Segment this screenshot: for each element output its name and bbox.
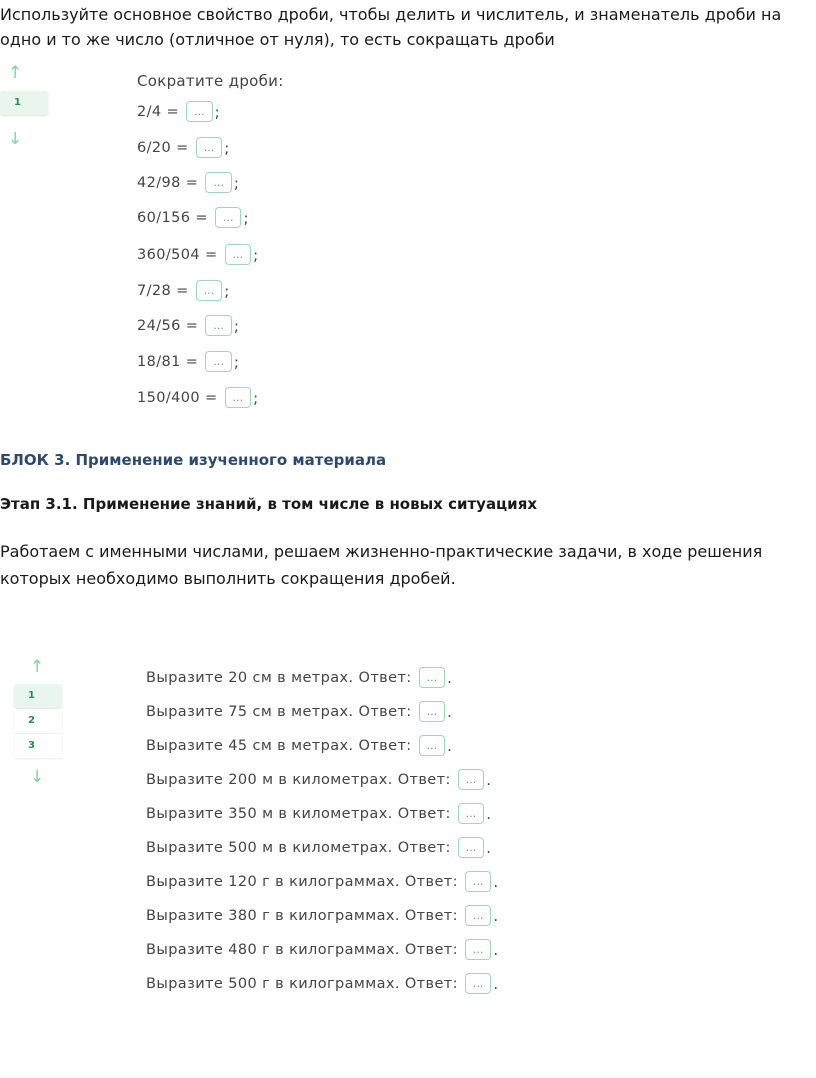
- answer-input[interactable]: ...: [458, 803, 485, 824]
- answer-input[interactable]: ...: [419, 701, 446, 722]
- fraction-row: [137, 101, 220, 122]
- question-row: [146, 803, 491, 824]
- row-terminator: ;: [253, 245, 259, 264]
- question-label: Выразите 45 см в метрах. Ответ:: [146, 737, 412, 754]
- arrow-down-icon[interactable]: ↓: [8, 129, 23, 149]
- question-label: Выразите 350 м в километрах. Ответ:: [146, 805, 451, 822]
- answer-input[interactable]: ...: [465, 939, 492, 960]
- question-row: [146, 701, 452, 722]
- fraction-row: [137, 351, 239, 372]
- fraction-row: [137, 387, 258, 408]
- row-terminator: ;: [224, 138, 230, 157]
- row-terminator: ;: [233, 316, 239, 335]
- question-label: Выразите 20 см в метрах. Ответ:: [146, 669, 412, 686]
- answer-input[interactable]: ...: [465, 905, 492, 926]
- fraction-label: 18/81 =: [137, 353, 199, 370]
- question-row: [146, 905, 498, 926]
- row-terminator: .: [493, 940, 499, 959]
- question-label: Выразите 75 см в метрах. Ответ:: [146, 703, 412, 720]
- question-label: Выразите 500 м в километрах. Ответ:: [146, 839, 451, 856]
- row-terminator: ;: [253, 388, 259, 407]
- answer-input[interactable]: ...: [205, 315, 232, 336]
- arrow-up-icon[interactable]: ↑: [30, 657, 45, 677]
- exercise2-nav-item-2[interactable]: 2: [14, 709, 62, 733]
- row-terminator: .: [493, 974, 499, 993]
- arrow-up-icon[interactable]: ↑: [8, 63, 23, 83]
- stage-title: Этап 3.1. Применение знаний, в том числе в новых ситуациях: [0, 495, 537, 513]
- fraction-label: 24/56 =: [137, 317, 199, 334]
- intro-text: Используйте основное свойство дроби, чтобы делить и числитель, и знаменатель дроби на одно и то же число (отличное от нуля), то есть сокращать дроби: [0, 5, 782, 49]
- answer-input[interactable]: ...: [458, 837, 485, 858]
- fraction-label: 60/156 =: [137, 209, 208, 226]
- question-label: Выразите 380 г в килограммах. Ответ:: [146, 907, 458, 924]
- exercise1-nav-item-1[interactable]: 1: [0, 91, 48, 115]
- answer-input[interactable]: ...: [196, 280, 223, 301]
- row-terminator: ;: [214, 102, 220, 121]
- question-label: Выразите 500 г в килограммах. Ответ:: [146, 975, 458, 992]
- exercise2-nav: [10, 656, 66, 796]
- question-label: Выразите 480 г в килограммах. Ответ:: [146, 941, 458, 958]
- fraction-row: [137, 207, 249, 228]
- fraction-label: 7/28 =: [137, 282, 189, 299]
- answer-input[interactable]: ...: [465, 871, 492, 892]
- row-terminator: .: [493, 872, 499, 891]
- question-row: [146, 871, 498, 892]
- exercise1-title: Сократите дроби:: [137, 72, 284, 90]
- answer-input[interactable]: ...: [419, 667, 446, 688]
- fraction-label: 150/400 =: [137, 389, 218, 406]
- row-terminator: ;: [243, 208, 249, 227]
- fraction-row: [137, 244, 258, 265]
- fraction-label: 6/20 =: [137, 139, 189, 156]
- fraction-row: [137, 137, 229, 158]
- answer-input[interactable]: ...: [196, 137, 223, 158]
- question-row: [146, 667, 452, 688]
- row-terminator: ;: [224, 281, 230, 300]
- fraction-row: [137, 172, 239, 193]
- answer-input[interactable]: ...: [458, 769, 485, 790]
- row-terminator: .: [486, 804, 492, 823]
- question-row: [146, 769, 491, 790]
- answer-input[interactable]: ...: [205, 172, 232, 193]
- row-terminator: .: [486, 838, 492, 857]
- answer-input[interactable]: ...: [186, 101, 213, 122]
- question-row: [146, 939, 498, 960]
- answer-input[interactable]: ...: [215, 207, 242, 228]
- answer-input[interactable]: ...: [419, 735, 446, 756]
- exercise2-nav-item-1[interactable]: 1: [14, 684, 62, 708]
- answer-input[interactable]: ...: [205, 351, 232, 372]
- fraction-row: [137, 315, 239, 336]
- row-terminator: .: [447, 668, 452, 687]
- answer-input[interactable]: ...: [225, 387, 252, 408]
- paragraph: Работаем с именными числами, решаем жизненно-практические задачи, в ходе решения которых необходимо выполнить сокращения дробей.: [0, 542, 763, 588]
- question-label: Выразите 120 г в килограммах. Ответ:: [146, 873, 458, 890]
- fraction-label: 42/98 =: [137, 174, 199, 191]
- row-terminator: .: [447, 702, 452, 721]
- row-terminator: .: [493, 906, 499, 925]
- question-row: [146, 973, 498, 994]
- block-title: БЛОК 3. Применение изученного материала: [0, 451, 387, 469]
- fraction-row: [137, 280, 229, 301]
- fraction-label: 360/504 =: [137, 246, 218, 263]
- answer-input[interactable]: ...: [225, 244, 252, 265]
- answer-input[interactable]: ...: [465, 973, 492, 994]
- exercise1-nav: [0, 62, 48, 152]
- question-label: Выразите 200 м в километрах. Ответ:: [146, 771, 451, 788]
- row-terminator: ;: [233, 173, 239, 192]
- row-terminator: .: [486, 770, 492, 789]
- question-row: [146, 837, 491, 858]
- fraction-label: 2/4 =: [137, 103, 180, 120]
- question-row: [146, 735, 452, 756]
- row-terminator: .: [447, 736, 452, 755]
- exercise2-nav-item-3[interactable]: 3: [14, 734, 62, 758]
- arrow-down-icon[interactable]: ↓: [30, 767, 45, 787]
- row-terminator: ;: [233, 352, 239, 371]
